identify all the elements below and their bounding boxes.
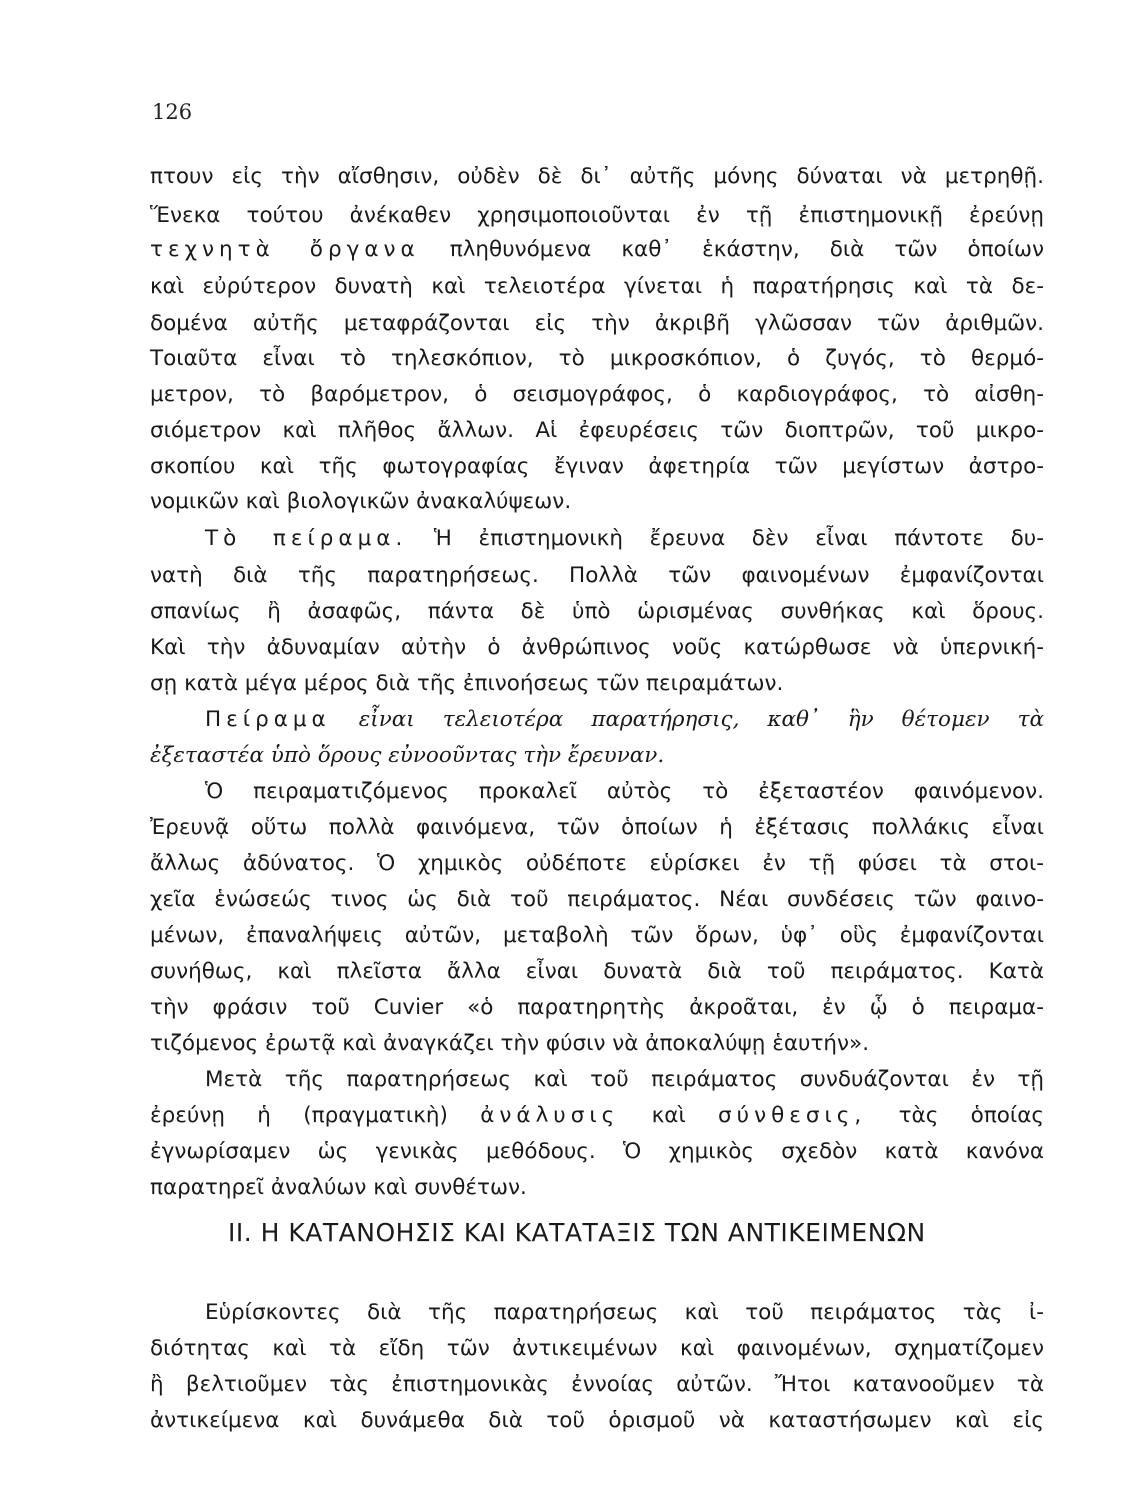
text-span: τὰς ὁποίας [866,1103,1044,1128]
text-line: πτουν εἰς τὴν αἴσθησιν, οὐδὲν δὲ δι᾿ αὐτῆς μόνης δύναται νὰ μετρηθῇ. [150,164,1044,189]
text-line: Μετὰ τῆς παρατηρήσεως καὶ τοῦ πειράματος συνδυάζονται ἐν τῇ [205,1067,1044,1092]
text-span: ἐρεύνῃ ἡ (πραγματικὴ) [150,1103,481,1128]
text-line: σιόμετρον καὶ πλῆθος ἄλλων. Αἱ ἐφευρέσεις τῶν διοπτρῶν, τοῦ μικρο- [150,418,1044,443]
text-line: σκοπίου καὶ τῆς φωτογραφίας ἔγιναν ἀφετηρία τῶν μεγίστων ἀστρο- [150,454,1044,479]
text-line [205,524,1044,554]
text-line: Ὁ πειραματιζόμενος προκαλεῖ αὐτὸς τὸ ἐξεταστέον φαινόμενον. [205,779,1044,804]
text-line: συνήθως, καὶ πλεῖστα ἄλλα εἶναι δυνατὰ διὰ τοῦ πειράματος. Κατὰ [150,959,1044,984]
text-line: μένων, ἐπαναλήψεις αὐτῶν, μεταβολὴ τῶν ὅρων, ὑφ᾿ οὓς ἐμφανίζονται [150,923,1044,948]
text-line: τιζόμενος ἐρωτᾷ καὶ ἀναγκάζει τὴν φύσιν νὰ ἀποκαλύψῃ ἑαυτήν». [150,1031,870,1056]
text-line: ἢ βελτιοῦμεν τὰς ἐπιστημονικὰς ἐννοίας αὐτῶν. Ἤτοι κατανοοῦμεν τὰ [150,1372,1044,1397]
text-span: καὶ [619,1103,719,1128]
text-line: τὴν φράσιν τοῦ Cuvier «ὁ παρατηρητὴς ἀκροᾶται, ἐν ᾧ ὁ πειραμα- [150,995,1044,1020]
spaced-term: Πείραμα [205,707,331,732]
spaced-term: τεχνητὰ ὄργανα [150,237,420,262]
text-line: χεῖα ἑνώσεώς τινος ὡς διὰ τοῦ πειράματος. Νέαι συνδέσεις τῶν φαινο- [150,887,1044,912]
spaced-term: Τὸ πείραμα. [205,526,408,551]
text-line: παρατηρεῖ ἀναλύων καὶ συνθέτων. [150,1175,527,1200]
text-line: Ἐρευνᾷ οὕτω πολλὰ φαινόμενα, τῶν ὁποίων ἡ ἐξέτασις πολλάκις εἶναι [150,815,1044,840]
text-line: δομένα αὐτῆς μεταφράζονται εἰς τὴν ἀκριβῆ γλῶσσαν τῶν ἀριθμῶν. [150,311,1044,336]
text-line [205,705,1044,735]
text-line: καὶ εὐρύτερον δυνατὴ καὶ τελειοτέρα γίνεται ἡ παρατήρησις καὶ τὰ δε- [150,274,1044,299]
text-line: Καὶ τὴν ἀδυναμίαν αὐτὴν ὁ ἀνθρώπινος νοῦς κατώρθωσε νὰ ὑπερνική- [150,635,1044,660]
text-line: Εὑρίσκοντες διὰ τῆς παρατηρήσεως καὶ τοῦ πειράματος τὰς ἰ- [205,1300,1044,1325]
spaced-term: ἀνάλυσις [480,1103,620,1128]
text-line: Ἕνεκα τούτου ἀνέκαθεν χρησιμοποιοῦνται ἐν τῇ ἐπιστημονικῇ ἐρεύνῃ [150,203,1044,228]
italic-text: εἶναι τελειοτέρα παρατήρησις, καθ᾿ ἣν θέτομεν τὰ [330,707,1044,732]
text-line: ἀντικείμενα καὶ δυνάμεθα διὰ τοῦ ὁρισμοῦ νὰ καταστήσωμεν καὶ εἰς [150,1408,1044,1433]
text-line: ἐξεταστέα ὑπὸ ὅρους εὐνοοῦντας τὴν ἔρευναν. [150,743,665,768]
spaced-term: σύνθεσις, [718,1103,867,1128]
text-span: Ἡ ἐπιστημονικὴ ἔρευνα δὲν εἶναι πάντοτε δυ- [407,526,1044,551]
text-line [150,235,1044,265]
text-line: ἄλλως ἀδύνατος. Ὁ χημικὸς οὐδέποτε εὑρίσκει ἐν τῇ φύσει τὰ στοι- [150,851,1044,876]
text-line: σῃ κατὰ μέγα μέρος διὰ τῆς ἐπινοήσεως τῶν πειραμάτων. [150,671,784,696]
text-line: ἐγνωρίσαμεν ὡς γενικὰς μεθόδους. Ὁ χημικὸς σχεδὸν κατὰ κανόνα [150,1139,1044,1164]
text-span: πληθυνόμενα καθ᾿ ἑκάστην, διὰ τῶν ὁποίων [419,237,1044,262]
text-line [150,1101,1044,1131]
page-number: 126 [152,100,193,124]
text-line: Τοιαῦτα εἶναι τὸ τηλεσκόπιον, τὸ μικροσκόπιον, ὁ ζυγός, τὸ θερμό- [150,346,1044,371]
text-line: νομικῶν καὶ βιολογικῶν ἀνακαλύψεων. [150,489,572,514]
text-line: νατὴ διὰ τῆς παρατηρήσεως. Πολλὰ τῶν φαινομένων ἐμφανίζονται [150,563,1044,588]
text-line: διότητας καὶ τὰ εἴδη τῶν ἀντικειμένων καὶ φαινομένων, σχηματίζομεν [150,1336,1044,1361]
section-heading: ΙΙ. Η ΚΑΤΑΝΟΗΣΙΣ ΚΑΙ ΚΑΤΑΤΑΞΙΣ ΤΩΝ ΑΝΤΙΚΕΙΜΕΝΩΝ [228,1218,926,1247]
text-line: σπανίως ἢ ἀσαφῶς, πάντα δὲ ὑπὸ ὡρισμένας συνθήκας καὶ ὅρους. [150,599,1044,624]
text-line: μετρον, τὸ βαρόμετρον, ὁ σεισμογράφος, ὁ καρδιογράφος, τὸ αἰσθη- [150,382,1044,407]
